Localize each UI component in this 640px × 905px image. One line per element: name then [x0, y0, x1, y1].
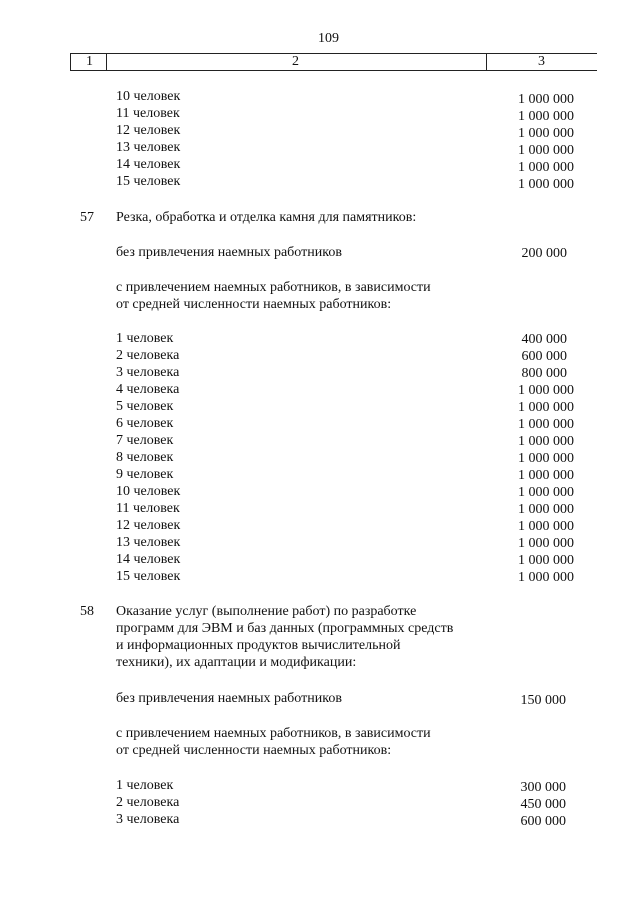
list-item-value: 1 000 000: [518, 553, 574, 568]
list-item: 2 человека: [116, 348, 180, 363]
header-bottom-rule: [70, 70, 597, 71]
list-item: 14 человек: [116, 552, 181, 567]
list-item: 8 человек: [116, 450, 174, 465]
list-item-value: 1 000 000: [518, 417, 574, 432]
with-workers-line: с привлечением наемных работников, в зависимости: [116, 280, 431, 295]
list-item: 6 человек: [116, 416, 174, 431]
header-divider-2: [486, 53, 487, 70]
header-divider-left: [70, 53, 71, 70]
item-title: Резка, обработка и отделка камня для памятников:: [116, 210, 417, 225]
list-item-value: 1 000 000: [518, 383, 574, 398]
list-item: 15 человек: [116, 174, 181, 189]
list-item-value: 1 000 000: [518, 92, 574, 107]
list-item: 4 человека: [116, 382, 180, 397]
list-item-value: 1 000 000: [518, 536, 574, 551]
with-workers-line: от средней численности наемных работников:: [116, 743, 392, 758]
list-item: 1 человек: [116, 778, 174, 793]
list-item: 12 человек: [116, 123, 181, 138]
list-item-value: 1 000 000: [518, 160, 574, 175]
list-item-value: 1 000 000: [518, 502, 574, 517]
with-workers-line: с привлечением наемных работников, в зависимости: [116, 726, 431, 741]
list-item: 1 человек: [116, 331, 174, 346]
list-item-value: 1 000 000: [518, 109, 574, 124]
list-item-value: 1 000 000: [518, 485, 574, 500]
header-col-2: 2: [292, 54, 299, 69]
no-workers-label: без привлечения наемных работников: [116, 691, 342, 706]
no-workers-label: без привлечения наемных работников: [116, 245, 342, 260]
list-item: 5 человек: [116, 399, 174, 414]
page-number: 109: [318, 31, 339, 46]
list-item: 2 человека: [116, 795, 180, 810]
list-item: 7 человек: [116, 433, 174, 448]
list-item: 11 человек: [116, 501, 180, 516]
list-item-value: 600 000: [521, 349, 567, 364]
item-title-line: и информационных продуктов вычислительной: [116, 638, 401, 653]
list-item: 14 человек: [116, 157, 181, 172]
list-item: 9 человек: [116, 467, 174, 482]
list-item-value: 800 000: [521, 366, 567, 381]
list-item-value: 1 000 000: [518, 400, 574, 415]
item-title-line: Оказание услуг (выполнение работ) по разработке: [116, 604, 417, 619]
no-workers-value: 200 000: [521, 246, 567, 261]
item-number: 58: [80, 604, 94, 619]
list-item-value: 1 000 000: [518, 434, 574, 449]
header-col-3: 3: [538, 54, 545, 69]
with-workers-line: от средней численности наемных работников:: [116, 297, 392, 312]
list-item: 13 человек: [116, 535, 181, 550]
list-item: 10 человек: [116, 89, 181, 104]
list-item-value: 1 000 000: [518, 451, 574, 466]
list-item: 3 человека: [116, 365, 180, 380]
list-item-value: 400 000: [521, 332, 567, 347]
header-top-rule: [70, 53, 597, 54]
list-item-value: 450 000: [520, 797, 566, 812]
list-item-value: 1 000 000: [518, 177, 574, 192]
list-item-value: 1 000 000: [518, 143, 574, 158]
header-divider-1: [106, 53, 107, 70]
list-item-value: 600 000: [520, 814, 566, 829]
list-item: 13 человек: [116, 140, 181, 155]
list-item: 12 человек: [116, 518, 181, 533]
list-item-value: 1 000 000: [518, 126, 574, 141]
list-item-value: 1 000 000: [518, 570, 574, 585]
item-title-line: техники), их адаптации и модификации:: [116, 655, 357, 670]
header-col-1: 1: [86, 54, 93, 69]
list-item: 15 человек: [116, 569, 181, 584]
list-item-value: 300 000: [520, 780, 566, 795]
list-item: 3 человека: [116, 812, 180, 827]
list-item-value: 1 000 000: [518, 468, 574, 483]
item-number: 57: [80, 210, 94, 225]
item-title-line: программ для ЭВМ и баз данных (программных средств: [116, 621, 454, 636]
list-item: 11 человек: [116, 106, 180, 121]
list-item: 10 человек: [116, 484, 181, 499]
no-workers-value: 150 000: [520, 693, 566, 708]
list-item-value: 1 000 000: [518, 519, 574, 534]
